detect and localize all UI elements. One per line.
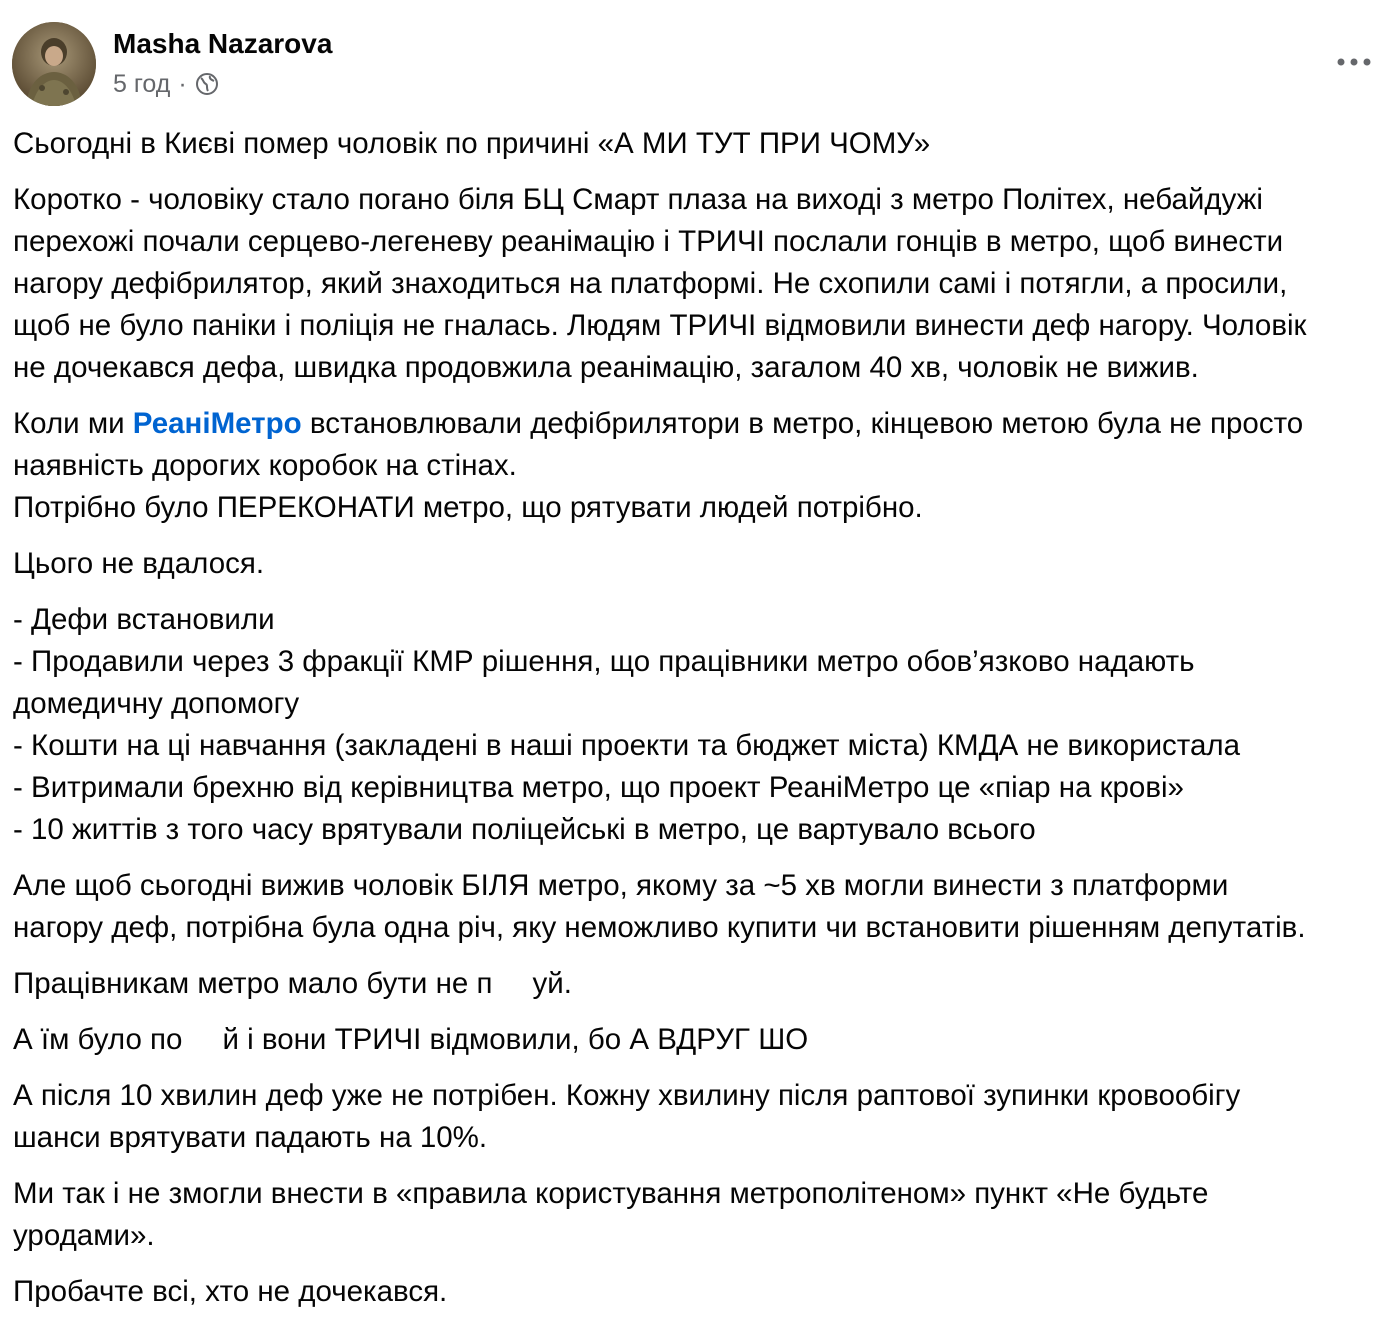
post-meta <box>113 68 219 100</box>
paragraph-7 <box>13 963 1393 1005</box>
more-options-icon <box>1336 57 1372 67</box>
text-fragment: й і вони ТРИЧІ відмовили, бо А ВДРУГ ШО <box>222 1023 809 1056</box>
text-line: Цього не вдалося. <box>13 547 265 580</box>
text-fragment: А їм було по <box>13 1023 183 1056</box>
paragraph-11 <box>13 1271 1393 1313</box>
text-fragment: Працівникам метро мало бути не п <box>13 967 493 1000</box>
paragraph-2 <box>13 179 1393 389</box>
text-line: Ми так і не змогли внести в «правила користування метрополітеном» пункт «Не будьте <box>13 1177 1209 1210</box>
more-options-button[interactable] <box>1334 44 1374 80</box>
text-line: перехожі почали серцево-легеневу реанімацію і ТРИЧІ послали гонців в метро, щоб винести <box>13 225 1284 258</box>
list-item: домедичну допомогу <box>13 687 300 720</box>
text-line <box>13 963 1393 1005</box>
text-line: наявність дорогих коробок на стінах. <box>13 449 517 482</box>
list-item: - 10 життів з того часу врятували поліцейські в метро, це вартувало всього <box>13 813 1036 846</box>
paragraph-1 <box>13 123 1393 165</box>
paragraph-4 <box>13 543 1393 585</box>
text-line: Потрібно було ПЕРЕКОНАТИ метро, що рятувати людей потрібно. <box>13 491 923 524</box>
paragraph-10 <box>13 1173 1393 1257</box>
text-line: А після 10 хвилин деф уже не потрібен. Кожну хвилину після раптової зупинки кровообігу <box>13 1079 1241 1112</box>
text-line: не дочекався дефа, швидка продовжила реанімацію, загалом 40 хв, чоловік не вижив. <box>13 351 1199 384</box>
text-line: шанси врятувати падають на 10%. <box>13 1121 488 1154</box>
text-line-with-link <box>13 403 1393 445</box>
text-line: щоб не було паніки і поліція не гналась. Людям ТРИЧІ відмовили винести деф нагору. Чоловік <box>13 309 1307 342</box>
list-item: - Кошти на ці навчання (закладені в наші проекти та бюджет міста) КМДА не використала <box>13 729 1241 762</box>
globe-icon[interactable] <box>195 72 219 96</box>
post-body <box>13 123 1393 1327</box>
paragraph-5-list <box>13 599 1393 851</box>
text-line <box>13 1019 1393 1061</box>
list-item: - Дефи встановили <box>13 603 275 636</box>
author-name[interactable]: Masha Nazarova <box>113 28 333 59</box>
list-item: - Витримали брехню від керівництва метро, що проект РеаніМетро це «піар на крові» <box>13 771 1184 804</box>
text-line: Але щоб сьогодні вижив чоловік БІЛЯ метро, якому за ~5 хв могли винести з платформи <box>13 869 1229 902</box>
meta-separator: · <box>178 69 187 98</box>
text-line: нагору дефібрилятор, який знаходиться на платформі. Не схопили самі і потягли, а просили, <box>13 267 1288 300</box>
post-header <box>12 22 1388 106</box>
paragraph-9 <box>13 1075 1393 1159</box>
text-line: Сьогодні в Києві помер чоловік по причині «А МИ ТУТ ПРИ ЧОМУ» <box>13 127 931 160</box>
paragraph-8 <box>13 1019 1393 1061</box>
avatar[interactable] <box>12 22 96 106</box>
paragraph-6 <box>13 865 1393 949</box>
text-line: Коротко - чоловіку стало погано біля БЦ Смарт плаза на виході з метро Політех, небайдужі <box>13 183 1263 216</box>
paragraph-3 <box>13 403 1393 529</box>
text-line: Пробачте всі, хто не дочекався. <box>13 1275 448 1308</box>
text-fragment: встановлювали дефібрилятори в метро, кінцевою метою була не просто <box>301 407 1304 440</box>
reanimetro-link[interactable]: РеаніМетро <box>132 407 302 440</box>
avatar-image <box>12 22 96 106</box>
text-line: нагору деф, потрібна була одна річ, яку неможливо купити чи встановити рішенням депутатів. <box>13 911 1306 944</box>
text-fragment: Коли ми <box>13 407 133 440</box>
post-time[interactable]: 5 год <box>113 69 171 98</box>
text-fragment: уй. <box>532 967 572 1000</box>
list-item: - Продавили через 3 фракції КМР рішення, що працівники метро обов’язково надають <box>13 645 1195 678</box>
text-line: уродами». <box>13 1219 155 1252</box>
